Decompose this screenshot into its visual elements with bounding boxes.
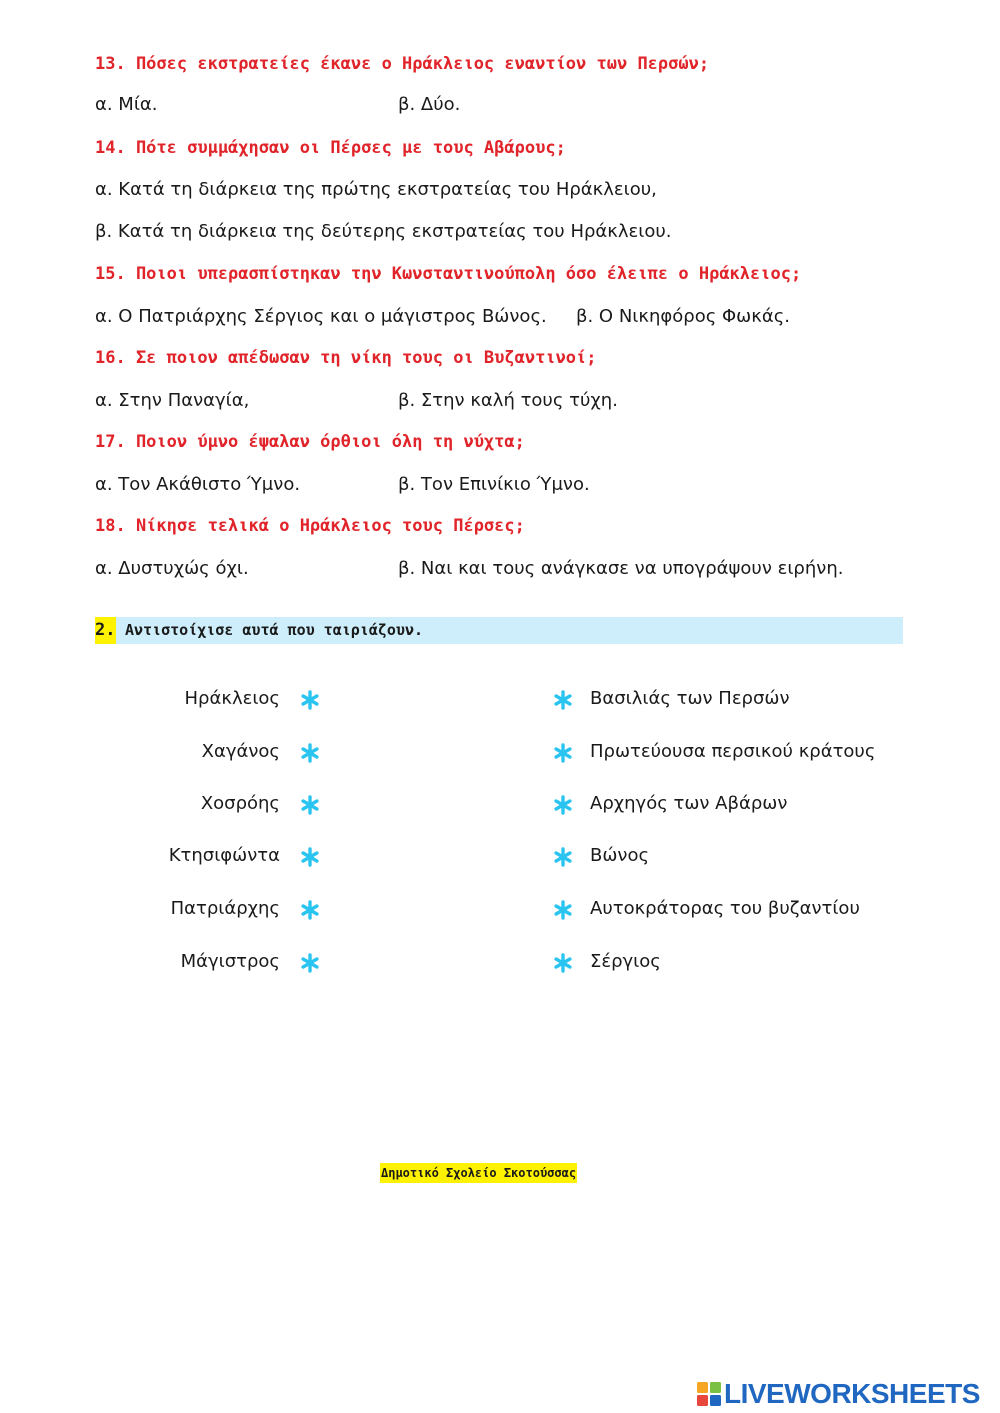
question-18-option-a: α. Δυστυχώς όχι. <box>95 558 249 579</box>
match-right-2: Πρωτεύουσα περσικού κράτους <box>590 741 876 762</box>
match-left-2-star-icon[interactable] <box>299 742 321 764</box>
question-14-option-a: α. Κατά τη διάρκεια της πρώτης εκστρατείας του Ηράκλειου, <box>95 179 657 200</box>
match-left-4: Κτησιφώντα <box>168 845 280 866</box>
section-2-title: Αντιστοίχισε αυτά που ταιριάζουν. <box>125 621 424 639</box>
match-right-5: Αυτοκράτορας του βυζαντίου <box>590 898 860 919</box>
question-15-option-b: β. Ο Νικηφόρος Φωκάς. <box>576 306 791 327</box>
match-right-4: Βώνος <box>590 845 650 866</box>
match-right-1-star-icon[interactable] <box>552 689 574 711</box>
match-right-5-star-icon[interactable] <box>552 899 574 921</box>
match-left-4-star-icon[interactable] <box>299 846 321 868</box>
school-name-footer: Δημοτικό Σχολείο Σκοτούσσας <box>380 1163 577 1183</box>
match-right-4-star-icon[interactable] <box>552 846 574 868</box>
liveworksheets-mark-icon <box>697 1382 721 1406</box>
question-13-option-b: β. Δύο. <box>398 94 461 115</box>
question-17-option-a: α. Τον Ακάθιστο Ύμνο. <box>95 474 301 495</box>
question-16-option-a: α. Στην Παναγία, <box>95 390 250 411</box>
match-right-2-star-icon[interactable] <box>552 742 574 764</box>
match-right-6-star-icon[interactable] <box>552 952 574 974</box>
question-16: 16. Σε ποιον απέδωσαν τη νίκη τους οι Βυζαντινοί; <box>95 348 597 368</box>
question-14: 14. Πότε συμμάχησαν οι Πέρσες με τους Αβάρους; <box>95 138 566 158</box>
question-13-option-a: α. Μία. <box>95 94 158 115</box>
match-right-1: Βασιλιάς των Περσών <box>590 688 790 709</box>
match-left-3-star-icon[interactable] <box>299 794 321 816</box>
question-18: 18. Νίκησε τελικά ο Ηράκλειος τους Πέρσες; <box>95 516 525 536</box>
liveworksheets-logo <box>697 1378 993 1410</box>
question-15: 15. Ποιοι υπερασπίστηκαν την Κωνσταντινούπολη όσο έλειπε ο Ηράκλειος; <box>95 264 802 284</box>
match-left-6: Μάγιστρος <box>180 951 280 972</box>
liveworksheets-wordmark: LIVEWORKSHEETS <box>724 1378 980 1409</box>
match-left-2: Χαγάνος <box>201 741 280 762</box>
question-13: 13. Πόσες εκστρατείες έκανε ο Ηράκλειος εναντίον των Περσών; <box>95 54 710 74</box>
match-left-5-star-icon[interactable] <box>299 899 321 921</box>
match-right-6: Σέργιος <box>590 951 661 972</box>
section-2-number: 2. <box>95 617 116 644</box>
match-left-3: Χοσρόης <box>200 793 280 814</box>
match-left-1-star-icon[interactable] <box>299 689 321 711</box>
match-right-3-star-icon[interactable] <box>552 794 574 816</box>
question-16-option-b: β. Στην καλή τους τύχη. <box>398 390 618 411</box>
match-right-3: Αρχηγός των Αβάρων <box>590 793 788 814</box>
match-left-6-star-icon[interactable] <box>299 952 321 974</box>
match-left-1: Ηράκλειος <box>184 688 280 709</box>
question-14-option-b: β. Κατά τη διάρκεια της δεύτερης εκστρατείας του Ηράκλειου. <box>95 221 672 242</box>
question-17-option-b: β. Τον Επινίκιο Ύμνο. <box>398 474 590 495</box>
question-15-option-a: α. Ο Πατριάρχης Σέργιος και ο μάγιστρος Βώνος. <box>95 306 547 327</box>
question-18-option-b: β. Ναι και τους ανάγκασε να υπογράψουν ειρήνη. <box>398 558 844 579</box>
match-left-5: Πατριάρχης <box>170 898 280 919</box>
question-17: 17. Ποιον ύμνο έψαλαν όρθιοι όλη τη νύχτα; <box>95 432 525 452</box>
section-2-header <box>95 617 903 644</box>
